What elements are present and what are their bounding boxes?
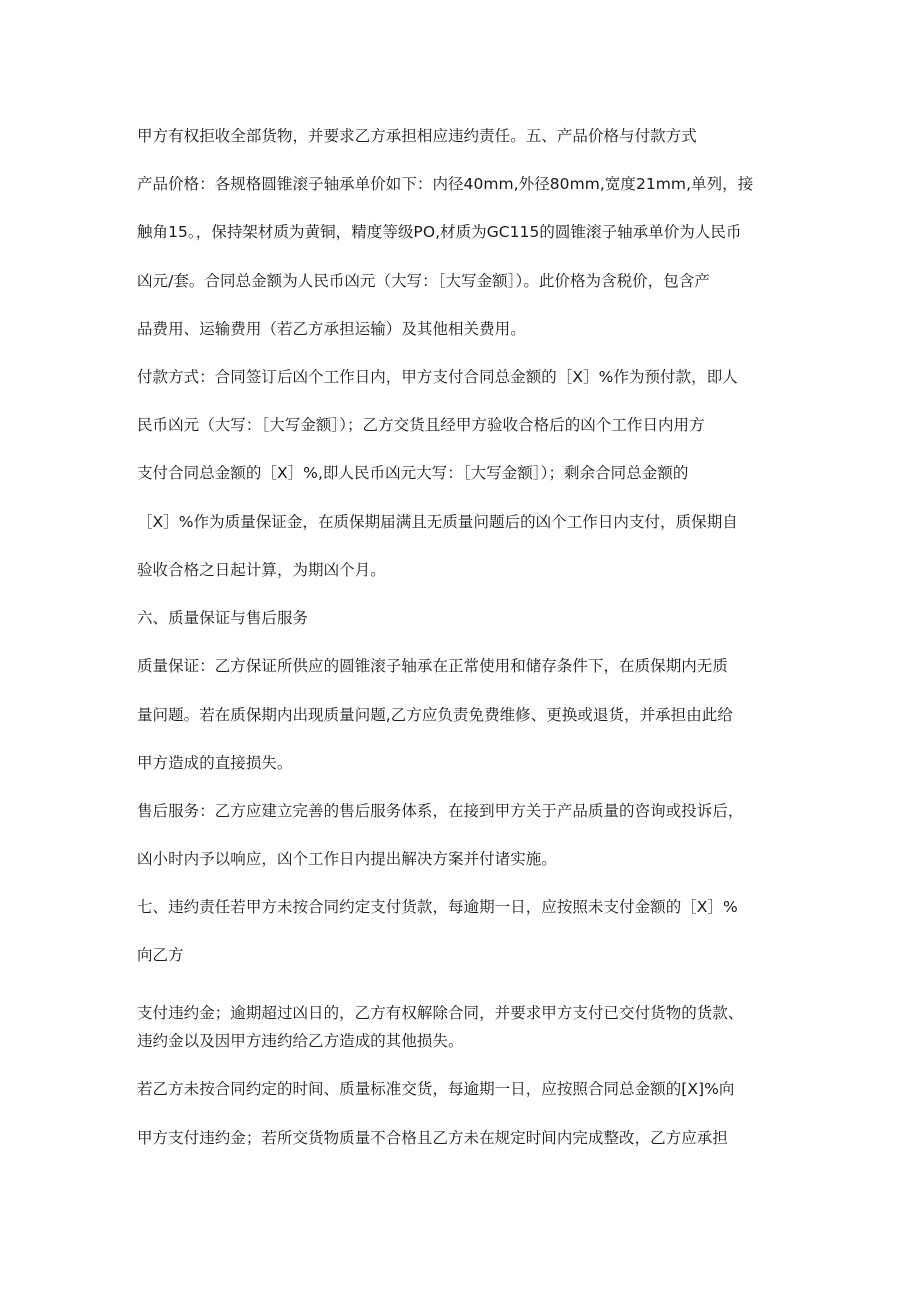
text-line: 凶元/套。合同总金额为人民币凶元（大写：［大写金额］）。此价格为含税价，包含产 (137, 272, 710, 290)
text-line: 凶小时内予以响应，凶个工作日内提出解决方案并付诸实施。 (137, 850, 557, 868)
text-line: 支付违约金；逾期超过凶日的，乙方有权解除合同，并要求甲方支付已交付货物的货款、 (137, 1004, 744, 1022)
text-line: 验收合格之日起计算，为期凶个月。 (137, 561, 386, 579)
text-line: 向乙方 (137, 946, 184, 964)
text-line: 质量保证：乙方保证所供应的圆锥滚子轴承在正常使用和储存条件下，在质保期内无质 (137, 657, 728, 675)
text-line: 违约金以及因甲方违约给乙方造成的其他损失。 (137, 1032, 464, 1050)
text-line: 若乙方未按合同约定的时间、质量标准交货，每逾期一日，应按照合同总金额的[X]%向 (137, 1080, 735, 1098)
text-line: 付款方式：合同签订后凶个工作日内，甲方支付合同总金额的［X］%作为预付款，即人 (137, 368, 738, 386)
text-line: 甲方支付违约金；若所交货物质量不合格且乙方未在规定时间内完成整改，乙方应承担 (137, 1129, 728, 1147)
section-heading: 六、质量保证与售后服务 (137, 609, 309, 627)
text-line: 七、违约责任若甲方未按合同约定支付货款，每逾期一日，应按照未支付金额的［X］% (137, 898, 738, 916)
text-line: 产品价格：各规格圆锥滚子轴承单价如下：内径40mm,外径80mm,宽度21mm,单列，接 (137, 175, 754, 193)
text-line: ［X］%作为质量保证金，在质保期届满且无质量问题后的凶个工作日内支付，质保期自 (137, 513, 738, 531)
text-line: 品费用、运输费用（若乙方承担运输）及其他相关费用。 (137, 320, 526, 338)
text-line: 甲方造成的直接损失。 (137, 754, 293, 772)
text-line: 甲方有权拒收全部货物，并要求乙方承担相应违约责任。五、产品价格与付款方式 (137, 127, 697, 145)
text-line: 售后服务：乙方应建立完善的售后服务体系，在接到甲方关于产品质量的咨询或投诉后， (137, 802, 744, 820)
text-line: 触角15。，保持架材质为黄铜，精度等级PO,材质为GC115的圆锥滚子轴承单价为人民币 (137, 223, 742, 241)
text-line: 量问题。若在质保期内出现质量问题,乙方应负责免费维修、更换或退货，并承担由此给 (137, 706, 733, 724)
text-line: 民币凶元（大写：［大写金额］）；乙方交货且经甲方验收合格后的凶个工作日内用方 (137, 416, 705, 434)
text-line: 支付合同总金额的［X］%,即人民币凶元大写：［大写金额］）；剩余合同总金额的 (137, 464, 689, 482)
